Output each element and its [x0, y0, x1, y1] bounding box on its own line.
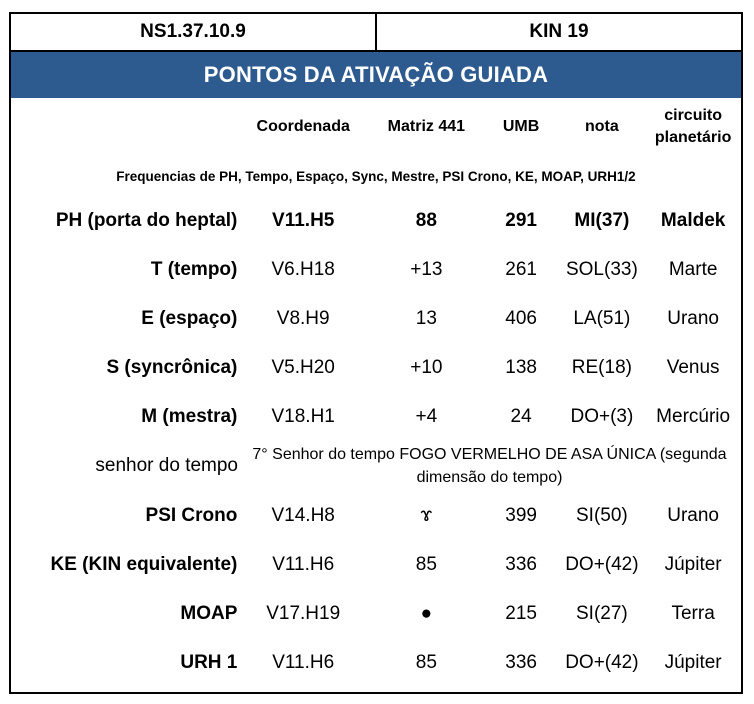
activation-points-table: [9, 12, 743, 694]
row-umb: 336: [505, 651, 537, 673]
row-coord: V14.H8: [271, 504, 335, 526]
row-nota: RE(18): [571, 356, 632, 378]
row-nota: DO+(3): [570, 405, 634, 427]
table-row: [11, 540, 741, 589]
row-umb: 406: [505, 307, 537, 329]
row-umb: 24: [510, 405, 532, 427]
row-planeta: Urano: [667, 504, 719, 526]
row-coord: V6.H18: [271, 258, 335, 280]
row-label: PSI Crono: [145, 504, 238, 526]
row-umb: 215: [505, 602, 537, 624]
row-matriz: 85: [415, 651, 437, 673]
table-row: [11, 294, 741, 343]
table-row: [11, 589, 741, 638]
row-umb: 291: [505, 209, 537, 231]
column-headers: [11, 98, 741, 156]
frequencies-caption: Frequencias de PH, Tempo, Espaço, Sync, Mestre, PSI Crono, KE, MOAP, URH1/2: [116, 168, 636, 184]
header-umb: UMB: [502, 118, 540, 135]
row-label: URH 1: [180, 651, 238, 673]
row-label: E (espaço): [141, 307, 238, 329]
row-coord: V18.H1: [271, 405, 335, 427]
row-coord: V11.H6: [272, 651, 335, 673]
row-coord: V17.H19: [266, 602, 341, 624]
row-planeta: Júpiter: [664, 553, 722, 575]
row-nota: DO+(42): [565, 651, 639, 673]
row-label: S (syncrônica): [106, 356, 238, 378]
header-circuito: circuito planetário: [654, 107, 732, 146]
row-umb: 138: [505, 356, 537, 378]
row-planeta: Terra: [671, 602, 715, 624]
row-nota: DO+(42): [565, 553, 639, 575]
table-row: [11, 638, 741, 687]
row-umb: 336: [505, 553, 537, 575]
row-umb: 399: [505, 504, 537, 526]
ns-code: NS1.37.10.9: [11, 14, 377, 50]
table-row: [11, 245, 741, 294]
table-row: [11, 196, 741, 245]
row-coord: V8.H9: [276, 307, 330, 329]
header-nota: nota: [584, 118, 619, 135]
row-coord: V5.H20: [271, 356, 335, 378]
row-planeta: Maldek: [660, 209, 726, 231]
row-matriz: ●: [420, 602, 433, 624]
table-row: [11, 343, 741, 392]
row-label: M (mestra): [141, 405, 238, 427]
row-umb: 261: [505, 258, 537, 280]
row-matriz: +4: [415, 405, 438, 427]
row-matriz: +13: [410, 258, 443, 280]
row-label: T (tempo): [150, 258, 238, 280]
row-planeta: Júpiter: [664, 651, 722, 673]
row-matriz: 85: [415, 553, 437, 575]
row-matriz: 13: [415, 307, 437, 329]
table-row: [11, 392, 741, 441]
row-planeta: Urano: [667, 307, 719, 329]
row-coord: V11.H6: [272, 553, 335, 575]
row-planeta: Marte: [668, 258, 718, 280]
row-planeta: Venus: [666, 356, 720, 378]
kin-header: [11, 14, 741, 52]
row-matriz: ɤ: [420, 504, 433, 526]
row-label: KE (KIN equivalente): [50, 553, 238, 575]
row-label: PH (porta do heptal): [55, 209, 238, 231]
row-nota: SOL(33): [565, 258, 638, 280]
row-nota: LA(51): [573, 307, 631, 329]
row-matriz: 88: [415, 209, 437, 231]
row-nota: SI(50): [576, 504, 628, 526]
row-coord: V11.H5: [272, 209, 335, 231]
table-row: [11, 491, 741, 540]
row-nota: MI(37): [574, 209, 630, 231]
senhor-label: senhor do tempo: [95, 455, 238, 476]
table-title: PONTOS DA ATIVAÇÃO GUIADA: [11, 52, 741, 98]
header-matriz: Matriz 441: [387, 118, 466, 135]
senhor-do-tempo-row: [11, 441, 741, 491]
row-nota: SI(27): [576, 602, 628, 624]
kin-number: KIN 19: [529, 21, 589, 42]
row-planeta: Mercúrio: [656, 405, 731, 427]
header-coordenada: Coordenada: [256, 118, 350, 135]
row-label: MOAP: [180, 602, 238, 624]
senhor-description: 7° Senhor do tempo FOGO VERMELHO DE ASA ÚNICA (segunda dimensão do tempo): [252, 446, 727, 486]
row-matriz: +10: [410, 356, 443, 378]
